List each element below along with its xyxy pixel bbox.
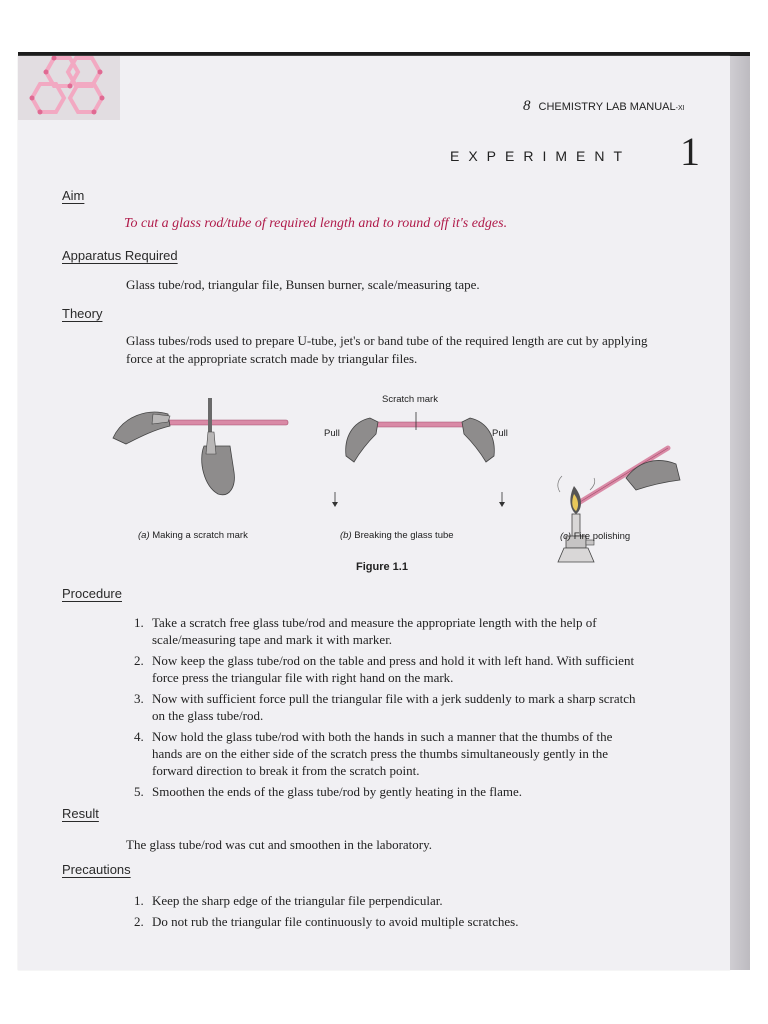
hexagon-decoration (18, 56, 120, 120)
caption-c-text: Fire polishing (573, 531, 631, 542)
step-line: Now with sufficient force pull the triangular file with a jerk suddenly to mark a sharp scratch (152, 691, 636, 706)
pull-left-label: Pull (324, 428, 340, 439)
step-number: 3. (134, 691, 144, 706)
precautions-list (134, 892, 712, 934)
step-line: scale/measuring tape and mark it with marker. (152, 632, 393, 647)
result-text: The glass tube/rod was cut and smoothen in the laboratory. (126, 837, 433, 852)
figure-illustrations (108, 386, 708, 576)
result-label: Result (62, 806, 99, 821)
theory-text (126, 332, 706, 368)
caption-b (340, 530, 454, 541)
illustration-fire-polishing (558, 448, 680, 562)
caption-c-letter: (c) (560, 531, 572, 542)
precaution-text: Keep the sharp edge of the triangular file perpendicular. (152, 893, 443, 908)
caption-b-text: Breaking the glass tube (354, 530, 454, 541)
step-number: 1. (134, 615, 144, 630)
theory-line-1: Glass tubes/rods used to prepare U-tube, jet's or band tube of the required length are cut by applying (126, 333, 648, 348)
caption-a (138, 530, 248, 541)
procedure-step (134, 690, 712, 724)
illustration-breaking-tube (332, 412, 505, 507)
running-subtitle: -XI (675, 105, 685, 112)
caption-b-letter: (b) (340, 530, 352, 541)
aim-label: Aim (62, 188, 85, 203)
step-line: force press the triangular file with right hand on the mark. (152, 670, 454, 685)
precaution-text: Do not rub the triangular file continuously to avoid multiple scratches. (152, 914, 519, 929)
step-line: Now keep the glass tube/rod on the table and press and hold it with left hand. With sufficient (152, 653, 635, 668)
procedure-list (134, 614, 712, 804)
figure-title: Figure 1.1 (356, 561, 408, 573)
theory-label: Theory (62, 306, 103, 321)
pull-right-label: Pull (492, 428, 508, 439)
caption-c (560, 531, 630, 542)
page-number: 8 (523, 98, 531, 114)
caption-a-text: Making a scratch mark (152, 530, 248, 541)
precaution-item (134, 892, 712, 909)
running-title: CHEMISTRY LAB MANUAL (538, 101, 676, 113)
step-number: 5. (134, 784, 144, 799)
step-line: Now hold the glass tube/rod with both the hands in such a manner that the thumbs of the (152, 729, 613, 744)
procedure-step (134, 652, 712, 686)
step-line: hands are on the either side of the scratch press the thumbs simultaneously gently in the (152, 746, 608, 761)
caption-a-letter: (a) (138, 530, 150, 541)
precaution-number: 2. (134, 914, 144, 929)
precaution-item (134, 913, 712, 930)
step-number: 4. (134, 729, 144, 744)
document-page (18, 56, 730, 970)
apparatus-text: Glass tube/rod, triangular file, Bunsen burner, scale/measuring tape. (126, 277, 480, 292)
page-curl-shadow (730, 56, 750, 970)
step-line: Smoothen the ends of the glass tube/rod by gently heating in the flame. (152, 784, 523, 799)
experiment-number: 1 (680, 129, 700, 174)
procedure-step (134, 728, 712, 779)
running-header (523, 98, 718, 118)
precaution-number: 1. (134, 893, 144, 908)
scratch-mark-label: Scratch mark (382, 394, 438, 405)
theory-line-2: force at the appropriate scratch made by triangular files. (126, 351, 418, 366)
apparatus-label: Apparatus Required (62, 248, 178, 263)
step-line: on the glass tube/rod. (152, 708, 264, 723)
precautions-label: Precautions (62, 862, 131, 877)
step-line: forward direction to break it from the scratch point. (152, 763, 420, 778)
illustration-making-scratch (113, 398, 288, 495)
figure-1-1 (108, 386, 708, 576)
aim-text: To cut a glass rod/tube of required length and to round off it's edges. (124, 216, 508, 231)
procedure-label: Procedure (62, 586, 122, 601)
procedure-step (134, 783, 712, 800)
experiment-heading (448, 129, 713, 174)
step-line: Take a scratch free glass tube/rod and measure the appropriate length with the help of (152, 615, 597, 630)
experiment-word: EXPERIMENT (450, 148, 632, 164)
procedure-step (134, 614, 712, 648)
step-number: 2. (134, 653, 144, 668)
